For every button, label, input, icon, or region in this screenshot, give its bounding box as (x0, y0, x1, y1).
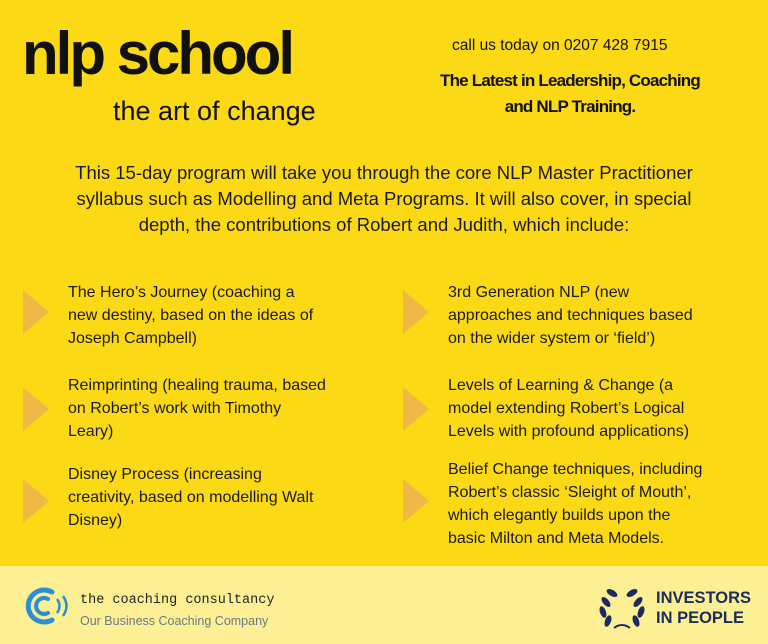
list-item-line: Disney) (68, 512, 123, 529)
list-item-line: model extending Robert’s Logical (448, 400, 685, 417)
list-item (68, 374, 326, 443)
list-item-line: Joseph Campbell) (68, 330, 197, 347)
list-item-line: The Hero’s Journey (coaching a (68, 284, 295, 301)
list-item-line: Reimprinting (healing trauma, based (68, 377, 326, 394)
list-item-line: Robert’s classic ‘Sleight of Mouth’, (448, 484, 692, 501)
list-item-line: 3rd Generation NLP (new (448, 284, 630, 301)
bullet-arrow-icon (403, 290, 429, 334)
bullet-arrow-icon (23, 387, 49, 431)
coaching-consultancy-name: the coaching consultancy (80, 593, 275, 608)
phone-line: call us today on 0207 428 7915 (452, 37, 668, 54)
list-item (68, 281, 313, 350)
bullet-arrow-icon (403, 387, 429, 431)
coaching-consultancy-logo-icon (22, 584, 74, 628)
coaching-consultancy-subtitle: Our Business Coaching Company (80, 614, 269, 628)
intro-line-3: depth, the contributions of Robert and Judith, which include: (138, 214, 630, 235)
iip-line-2: IN PEOPLE (656, 609, 745, 627)
list-item-line: Disney Process (increasing (68, 466, 262, 483)
list-item-line: new destiny, based on the ideas of (68, 307, 314, 324)
brand-logo-text: nlp school (22, 20, 292, 87)
list-item-line: approaches and techniques based (448, 307, 693, 324)
investors-in-people-logo (656, 588, 751, 628)
list-item-line: creativity, based on modelling Walt (68, 489, 314, 506)
headline-line-1: The Latest in Leadership, Coaching (440, 71, 700, 90)
list-item (448, 374, 689, 443)
bullet-arrow-icon (23, 479, 49, 523)
brand-tagline: the art of change (113, 96, 316, 126)
list-item-line: on Robert’s work with Timothy (68, 400, 282, 417)
list-item-line: basic Milton and Meta Models. (448, 530, 665, 547)
intro-line-1: This 15-day program will take you through the core NLP Master Practitioner (75, 162, 693, 183)
investors-in-people-laurel-icon (594, 582, 650, 632)
list-item-line: Belief Change techniques, including (448, 461, 703, 478)
list-item (68, 463, 313, 532)
iip-line-1: INVESTORS (656, 589, 752, 607)
list-item (448, 281, 693, 350)
headline-line-2: and NLP Training. (504, 97, 636, 116)
intro-paragraph (20, 160, 748, 238)
list-item-line: Levels of Learning & Change (a (448, 377, 674, 394)
bullet-arrow-icon (403, 479, 429, 523)
intro-line-2: syllabus such as Modelling and Meta Programs. It will also cover, in special (76, 188, 692, 209)
list-item-line: which elegantly builds upon the (448, 507, 671, 524)
headline (420, 68, 720, 120)
list-item (448, 458, 702, 550)
list-item-line: Levels with profound applications) (448, 423, 690, 440)
list-item-line: on the wider system or ‘field’) (448, 330, 656, 347)
list-item-line: Leary) (68, 423, 114, 440)
bullet-arrow-icon (23, 290, 49, 334)
